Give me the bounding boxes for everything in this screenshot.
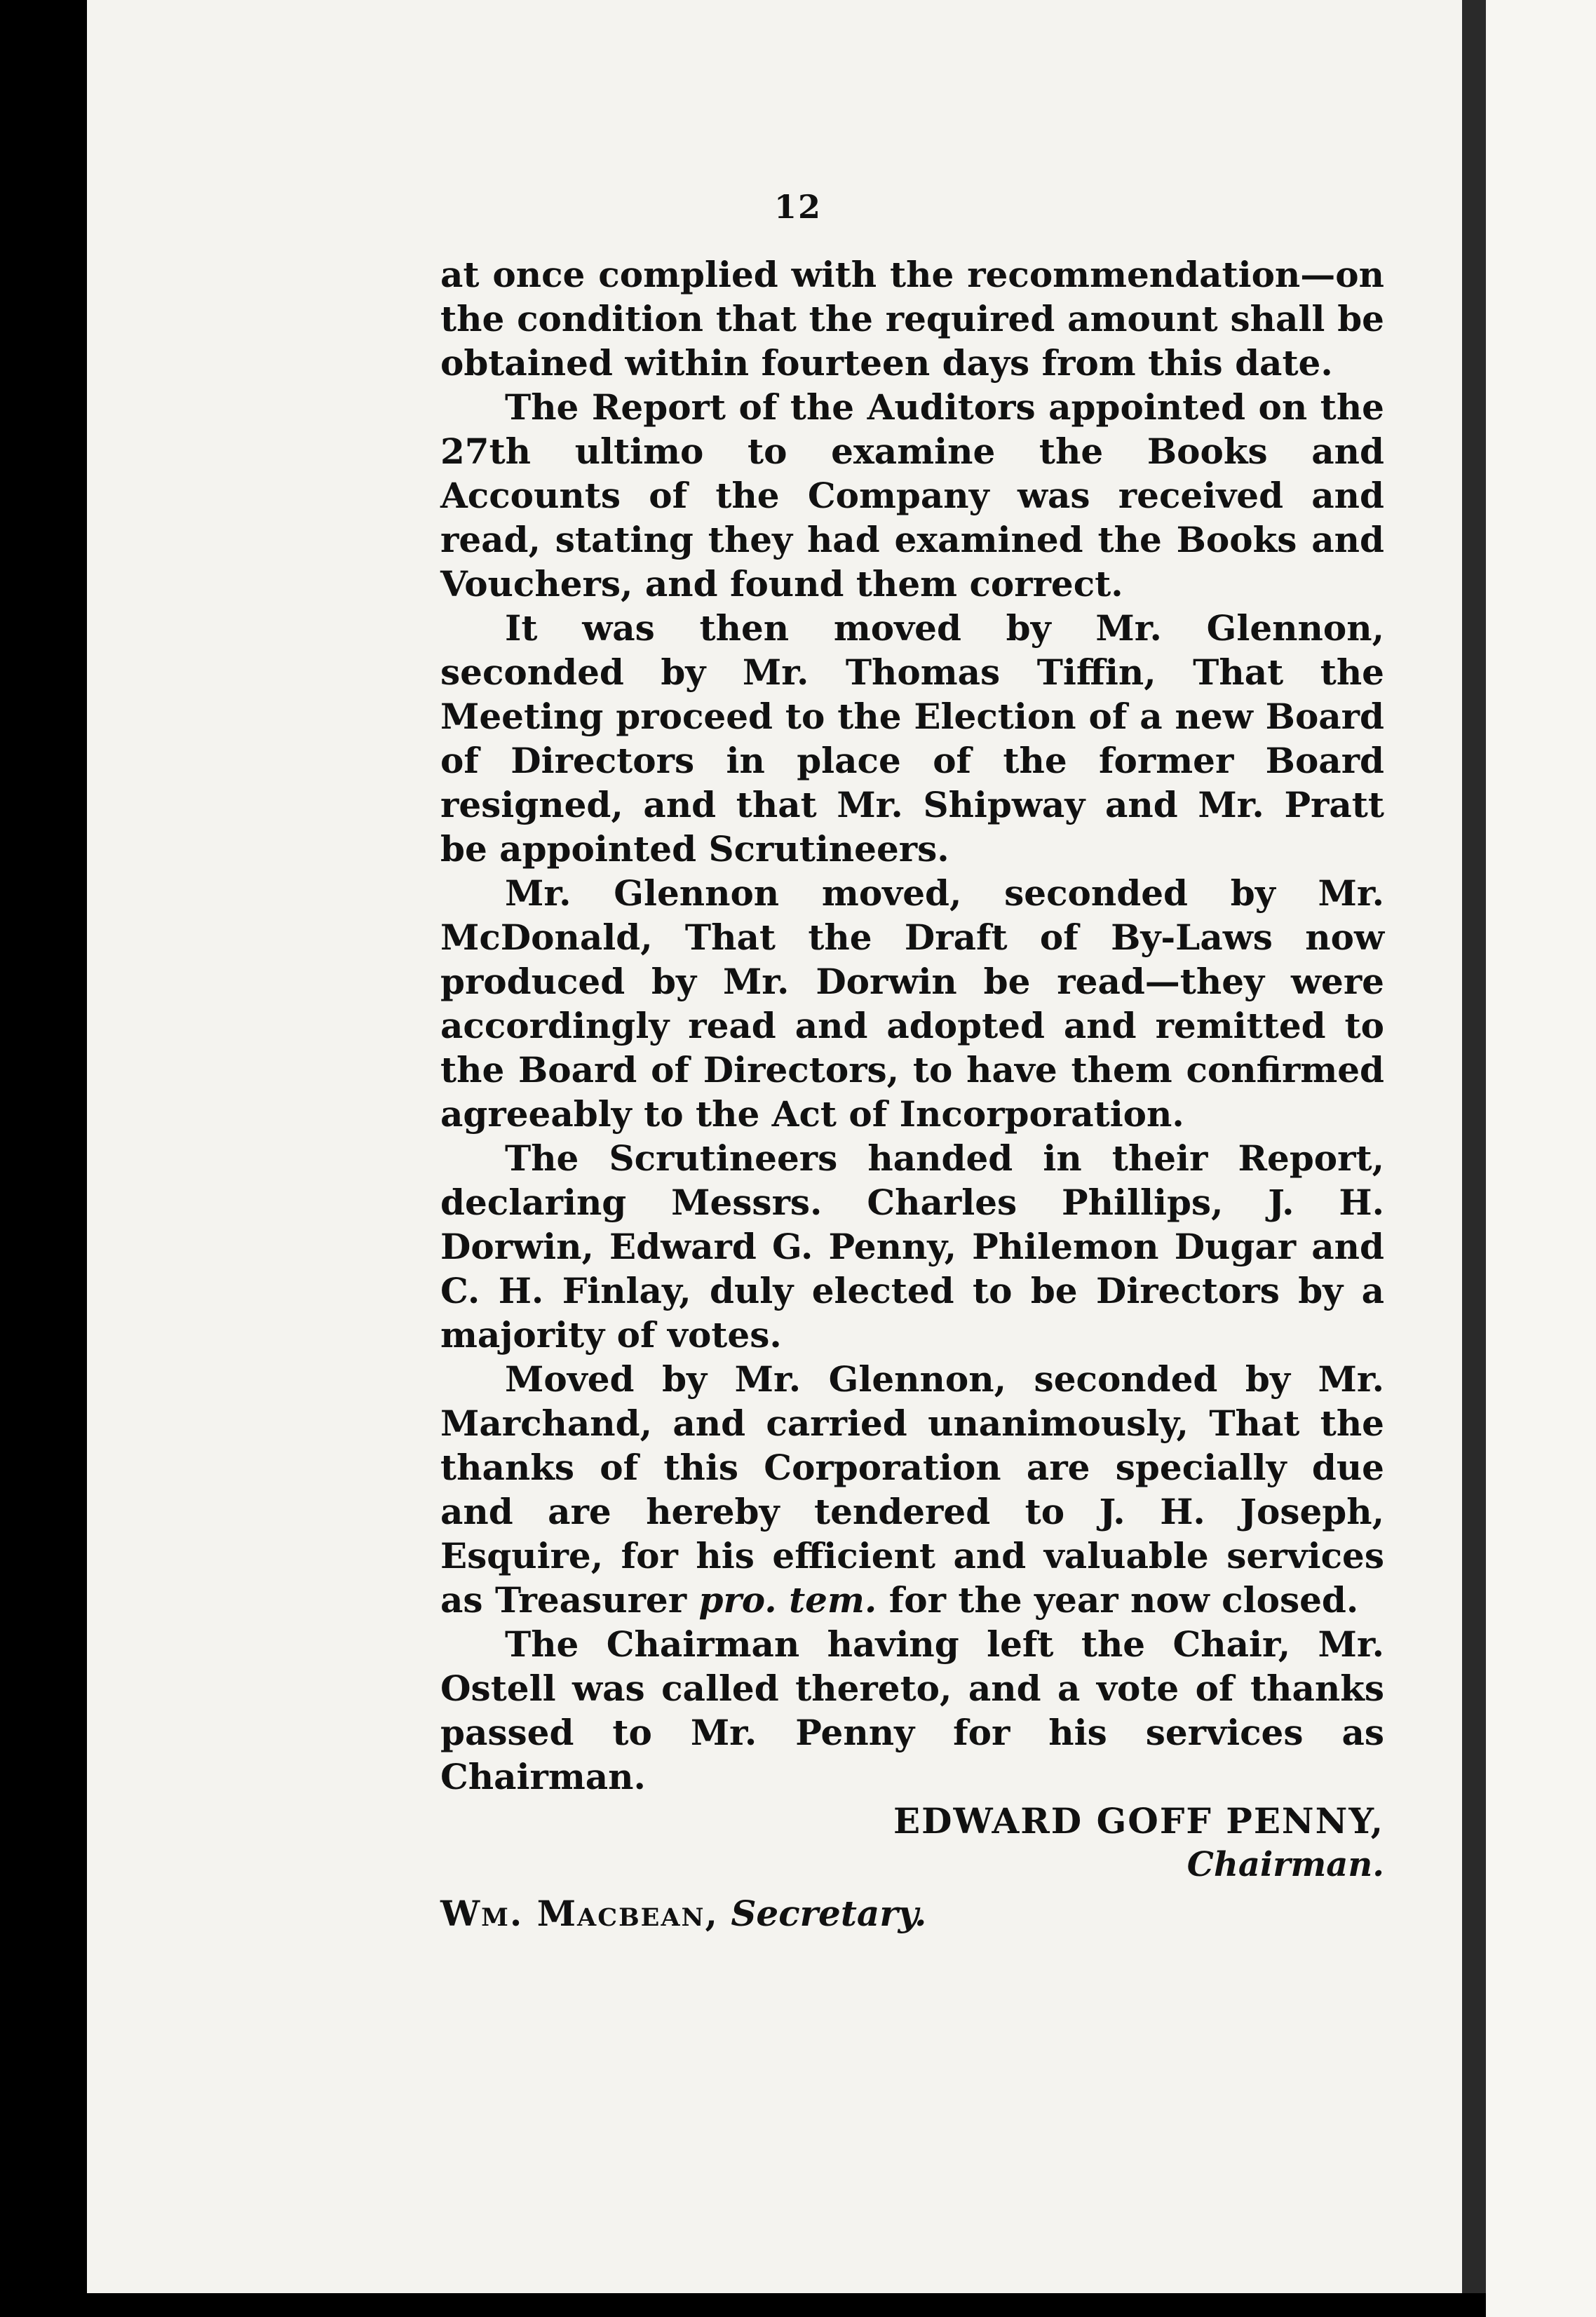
secretary-title: Secretary. [731,1893,927,1934]
paragraph-scrutineers-report: The Scrutineers handed in their Report, declaring Messrs. Charles Phillips, J. H. Dorwin, Edward G. Penny, Philemon Dugar and C. H. Finlay, duly elected to be Directors by a majority of votes. [440,1137,1384,1356]
secretary-name: Wm. Macbean, [440,1893,719,1934]
thanks-motion-text: Moved by Mr. Glennon, seconded by Mr. Marchand, and carried unanimously, That the thanks of this Corporation are specially due and are hereby tendered to J. H. Joseph, Esquire, for his efficient and valuable services as Treasurer [440,1358,1384,1621]
document-body [440,252,1384,1936]
paragraph-election-motion: It was then moved by Mr. Glennon, seconded by Mr. Thomas Tiffin, That the Meeting proceed to the Election of a new Board of Directors in place of the former Board resigned, and that Mr. Shipway and Mr. Pratt be appointed Scrutineers. [440,607,1384,870]
page-number: 12 [773,188,822,226]
paragraph-auditors-report: The Report of the Auditors appointed on the 27th ultimo to examine the Books and Accounts of the Company was received and read, stating they had examined the Books and Vouchers, and found them correct. [440,386,1384,604]
paragraph-by-laws: Mr. Glennon moved, seconded by Mr. McDonald, That the Draft of By-Laws now produced by Mr. Dorwin be read—they were accordingly read and adopted and remitted to the Board of Directors, to have them confirmed agreeably to the Act of Incorporation. [440,872,1384,1135]
thanks-motion-end: for the year now closed. [877,1579,1359,1621]
chairman-signature-name: EDWARD GOFF PENNY, [893,1800,1384,1842]
pro-tem-italic: pro. tem. [698,1579,877,1621]
paragraph-chairman-thanks: The Chairman having left the Chair, Mr. Ostell was called thereto, and a vote of thanks passed to Mr. Penny for his services as Chairman. [440,1623,1384,1797]
secretary-signature [440,1891,1384,1936]
page-right-shadow [1462,0,1486,2293]
chairman-signature-role: Chairman. [1186,1845,1384,1884]
paragraph-continuation: at once complied with the recommendation—on the condition that the required amount shall be obtained within fourteen days from this date. [440,254,1384,384]
paragraph-thanks-motion [440,1357,1384,1622]
facing-page-edge [1486,0,1596,2317]
